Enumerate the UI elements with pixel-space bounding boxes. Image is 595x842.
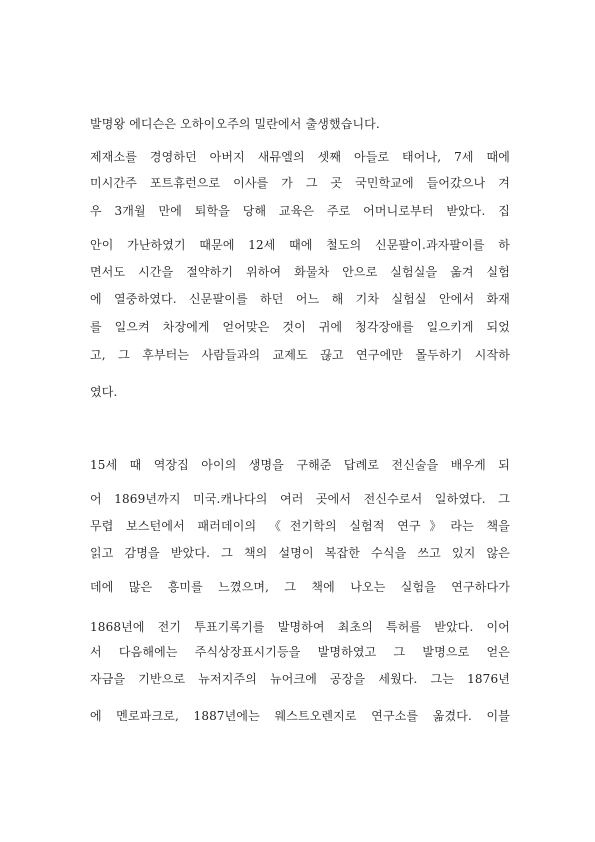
text-line: 어 1869년까지 미국.캐나다의 여러 곳에서 전신수로서 일하였다. 그 [90, 492, 510, 506]
text-line: 우 3개월 만에 퇴학을 당해 교육은 주로 어머니로부터 받았다. 집 [90, 204, 510, 218]
text-line: 15세 때 역장집 아이의 생명을 구해준 답례로 전신술을 배우게 되 [90, 458, 510, 472]
text-line: 미시간주 포트휴런으로 이사를 가 그 곳 국민학교에 들어갔으나 겨 [90, 176, 510, 190]
text-line: 1868년에 전기 투표기록기를 발명하여 최초의 특허를 받았다. 이어 [90, 620, 510, 634]
text-line: 면서도 시간을 절약하기 위하여 화물차 안으로 실험실을 옮겨 실험 [90, 265, 510, 279]
text-line: 에 열중하였다. 신문팔이를 하던 어느 해 기차 실험실 안에서 화재 [90, 292, 510, 306]
text-line: 에 멘로파크로, 1887년에는 웨스트오렌지로 연구소를 옮겼다. 이블 [90, 709, 510, 723]
text-line: 였다. [90, 385, 118, 399]
text-line: 제재소를 경영하던 아버지 새뮤엘의 셋째 아들로 태어나, 7세 때에 [90, 150, 510, 164]
text-line: 데에 많은 흥미를 느꼈으며, 그 책에 나오는 실험을 연구하다가 [90, 580, 510, 594]
text-line: 안이 가난하였기 때문에 12세 때에 철도의 신문팔이.과자팔이를 하 [90, 238, 510, 252]
text-line: 자금을 기반으로 뉴저지주의 뉴어크에 공장을 세웠다. 그는 1876년 [90, 672, 510, 686]
text-line: 발명왕 에디슨은 오하이오주의 밀란에서 출생했습니다. [90, 117, 380, 131]
text-line: 를 일으켜 차장에게 얻어맞은 것이 귀에 청각장애를 일으키게 되었 [90, 320, 510, 334]
text-line: 고, 그 후부터는 사람들과의 교제도 끊고 연구에만 몰두하기 시작하 [90, 348, 510, 362]
text-line: 서 다음해에는 주식상장표시기등을 발명하였고 그 발명으로 얻은 [90, 645, 510, 659]
text-line: 읽고 감명을 받았다. 그 책의 설명이 복잡한 수식을 쓰고 있지 않은 [90, 546, 510, 560]
text-line: 무렵 보스턴에서 패러데이의 《전기학의 실험적 연구》라는 책을 [90, 519, 510, 533]
